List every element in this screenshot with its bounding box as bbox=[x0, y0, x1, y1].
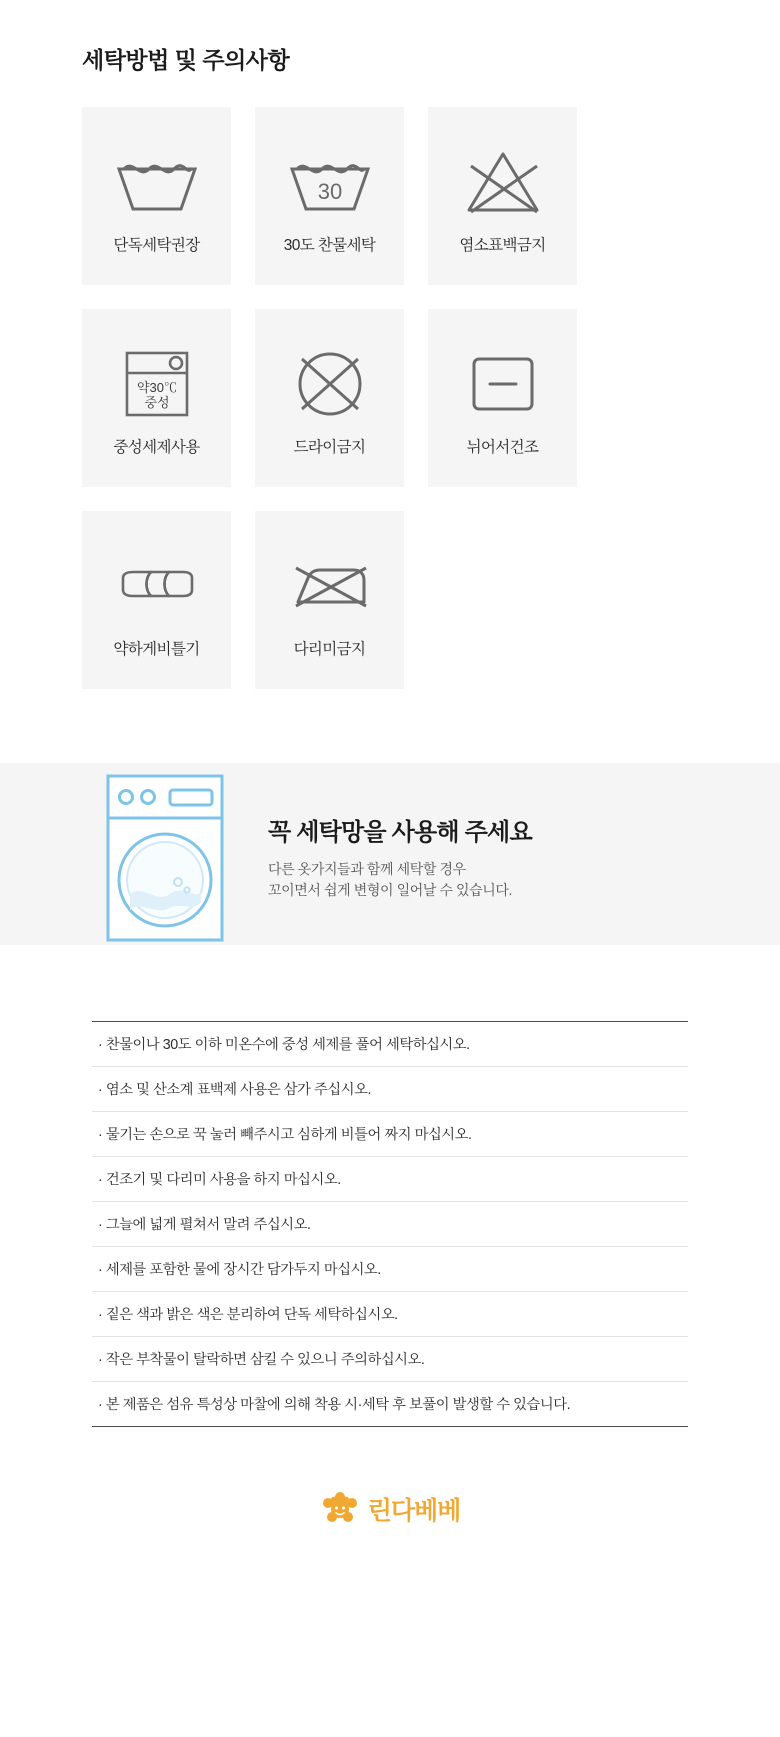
list-item: · 그늘에 넓게 펼쳐서 말려 주십시오. bbox=[92, 1202, 688, 1247]
washing-net-banner bbox=[0, 763, 780, 945]
washing-net-title: 꼭 세탁망을 사용해 주세요 bbox=[268, 818, 532, 846]
wash-30-degrees-icon bbox=[284, 133, 376, 231]
no-chlorine-bleach-icon bbox=[457, 133, 549, 231]
svg-text:중성: 중성 bbox=[143, 395, 170, 410]
care-card-hand-wash bbox=[82, 107, 231, 285]
care-card-wash-30 bbox=[255, 107, 404, 285]
care-card-no-iron bbox=[255, 511, 404, 689]
list-item: · 본 제품은 섬유 특성상 마찰에 의해 착용 시·세탁 후 보풀이 발생할 수 있습니다. bbox=[98, 1397, 571, 1413]
flower-bear-logo-icon bbox=[320, 1489, 360, 1529]
dry-flat-icon bbox=[457, 335, 549, 433]
washing-net-desc-line2: 꼬이면서 쉽게 변형이 일어날 수 있습니다. bbox=[268, 881, 513, 898]
list-item: · 물기는 손으로 꾹 눌러 빼주시고 심하게 비틀어 짜지 마십시오. bbox=[92, 1112, 688, 1157]
hand-wash-basin-icon bbox=[111, 133, 203, 231]
care-card-label: 다리미금지 bbox=[293, 641, 366, 658]
list-item: · 작은 부착물이 탈락하면 삼킬 수 있으니 주의하십시오. bbox=[92, 1337, 688, 1382]
list-item: · 짙은 색과 밝은 색은 분리하여 단독 세탁하십시오. bbox=[92, 1292, 688, 1337]
care-card-dry-flat bbox=[428, 309, 577, 487]
washing-net-text bbox=[268, 812, 532, 901]
list-item: · 건조기 및 다리미 사용을 하지 마십시오. bbox=[92, 1157, 688, 1202]
brand-footer bbox=[0, 1489, 780, 1529]
no-dry-clean-icon bbox=[284, 335, 376, 433]
care-card-label: 약하게비틀기 bbox=[113, 641, 200, 658]
care-card-placeholder bbox=[428, 511, 577, 689]
gentle-wring-icon bbox=[111, 537, 203, 635]
list-item: · 염소 및 산소계 표백제 사용은 삼가 주십시오. bbox=[92, 1067, 688, 1112]
care-card-no-dryclean bbox=[255, 309, 404, 487]
care-card-gentle-wring bbox=[82, 511, 231, 689]
care-card-label: 뉘어서건조 bbox=[466, 439, 539, 456]
care-card-no-bleach bbox=[428, 107, 577, 285]
care-card-label: 30도 찬물세탁 bbox=[283, 237, 376, 254]
washing-net-desc-line1: 다른 옷가지들과 함께 세탁할 경우 bbox=[268, 860, 466, 877]
list-item: · 찬물이나 30도 이하 미온수에 중성 세제를 풀어 세탁하십시오. bbox=[92, 1022, 688, 1067]
svg-text:약30℃: 약30℃ bbox=[136, 380, 177, 395]
page-title: 세탁방법 및 주의사항 bbox=[82, 47, 290, 73]
care-symbol-grid bbox=[82, 107, 702, 689]
care-card-label: 드라이금지 bbox=[293, 439, 366, 456]
no-iron-icon bbox=[284, 537, 376, 635]
care-card-neutral-detergent bbox=[82, 309, 231, 487]
list-item: · 세제를 포함한 물에 장시간 담가두지 마십시오. bbox=[92, 1247, 688, 1292]
washing-machine-icon bbox=[100, 770, 230, 946]
neutral-detergent-icon bbox=[111, 335, 203, 433]
brand-name: 린다베베 bbox=[367, 1497, 461, 1525]
care-card-label: 단독세탁권장 bbox=[113, 237, 200, 254]
care-card-label: 염소표백금지 bbox=[459, 237, 546, 254]
care-notes-list bbox=[92, 1021, 688, 1427]
care-card-label: 중성세제사용 bbox=[113, 439, 200, 456]
washing-net-description bbox=[268, 859, 532, 901]
svg-text:30: 30 bbox=[317, 179, 342, 204]
